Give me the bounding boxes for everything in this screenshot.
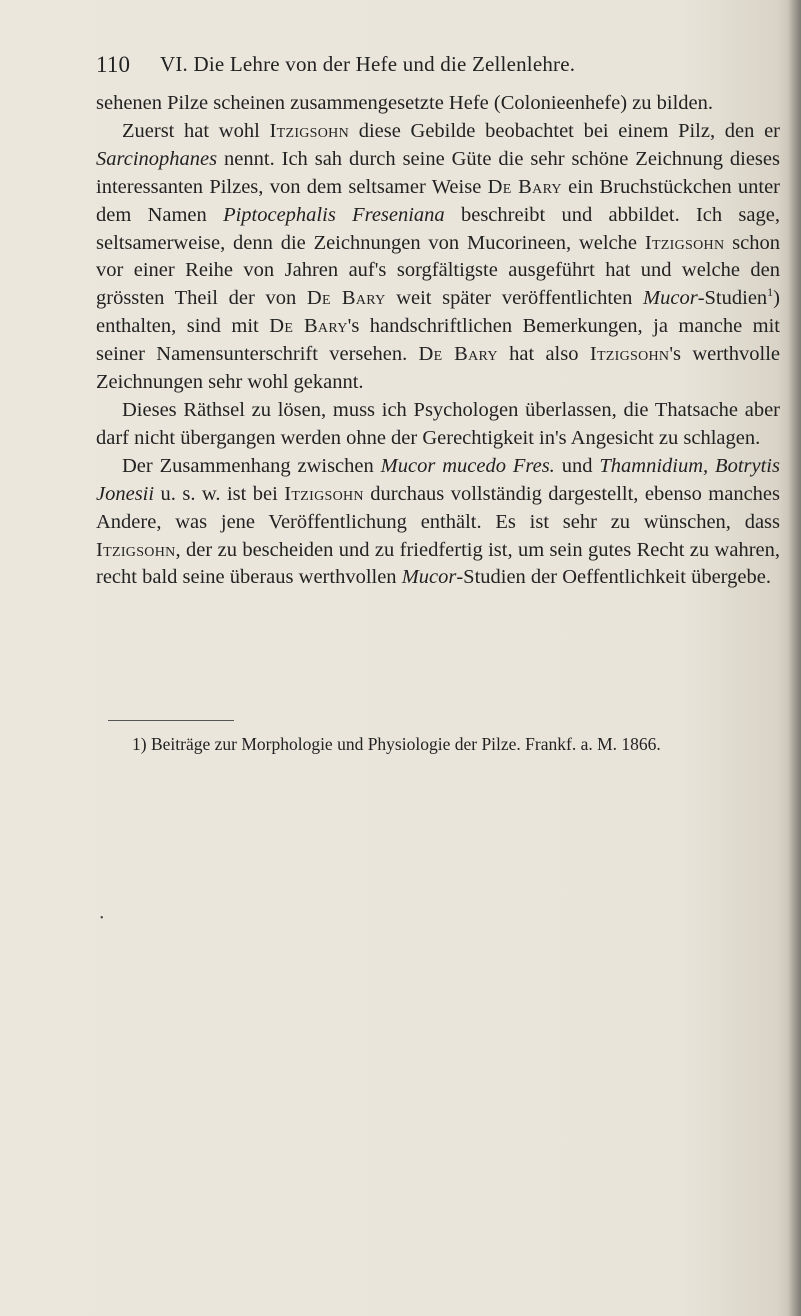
main-text [96,90,780,592]
genus-name: Mucor [401,566,457,589]
text-run: Der Zusammenhang zwischen [122,454,381,477]
paragraph-4 [96,453,780,593]
species-name: Mucor mucedo Fres. [380,454,555,477]
author-name: De Bary [306,287,386,310]
author-name: Itzigsohn [589,343,670,366]
text-run: , der zu bescheiden und zu friedfertig ist, um sein gutes Recht zu wahren, recht bald seine überaus werthvollen [96,538,780,589]
text-run: nennt. Ich sah durch seine Güte die sehr schöne Zeichnung dieses interessanten Pilzes, von dem seltsamer Weise [96,147,780,198]
text-run: 's werthvolle Zeichnungen sehr wohl gekannt. [96,343,780,394]
footnote-reference: 1 [767,285,774,300]
text-run: hat also [497,343,590,366]
page-edge-shadow [787,0,801,1316]
author-name: De Bary [418,343,498,366]
text-run: ein Bruchstückchen unter dem Namen [96,175,781,226]
text-run: ) enthalten, sind mit [96,287,780,338]
footnote-divider [108,720,234,721]
species-name: Sarcinophanes [96,147,218,170]
text-run: Dieses Räthsel zu lösen, muss ich Psychologen überlassen, die Thatsache aber darf nicht übergangen werden ohne der Gerechtigkeit in's Angesicht zu schlagen. [96,398,780,449]
species-name: Thamnidium, Botrytis Jonesii [96,454,780,505]
author-name: Itzigsohn [96,538,176,561]
text-run: sehenen Pilze scheinen zusammengesetzte Hefe (Colonieenhefe) zu bilden. [96,92,714,114]
author-name: Itzigsohn [269,119,350,142]
text-run: u. s. w. ist bei [154,482,285,505]
author-name: Itzigsohn [644,231,725,254]
text-run: beschreibt und abbildet. Ich sage, seltsamerweise, denn die Zeichnungen von Mucorineen, welche [96,203,780,254]
text-run: und [554,454,600,477]
author-name: De Bary [487,175,562,198]
text-run: weit später veröffentlichten [385,287,644,310]
page-number: 110 [96,52,131,77]
running-header [96,52,776,82]
text-run: schon vor einer Reihe von Jahren auf's sorgfältigste ausgeführt hat und welche den grössten Theil der von [96,231,781,310]
text-run: diese Gebilde beobachtet bei einem Pilz, den er [349,119,780,142]
text-run: 's handschriftlichen Bemerkungen, ja manche mit seiner Namensunterschrift versehen. [96,315,780,366]
text-run: Zuerst hat wohl [122,119,270,142]
text-run: -Studien [697,287,768,310]
stray-mark: • [100,913,104,924]
text-run: durchaus vollständig dargestellt, ebenso manches Andere, was jene Veröffentlichung enthält. Es ist sehr zu wünschen, dass [96,482,780,533]
author-name: De Bary [269,315,348,338]
running-title: VI. Die Lehre von der Hefe und die Zellenlehre. [160,52,576,76]
text-run: -Studien der Oeffentlichkeit übergebe. [456,566,771,589]
paragraph-2 [96,118,780,397]
author-name: Itzigsohn [284,482,364,505]
paragraph-3 [96,397,780,453]
footnote: 1) Beiträge zur Morphologie und Physiologie der Pilze. Frankf. a. M. 1866. [132,734,661,754]
species-name: Piptocephalis Freseniana [223,203,445,226]
genus-name: Mucor [643,287,698,310]
paragraph-1 [96,90,780,118]
